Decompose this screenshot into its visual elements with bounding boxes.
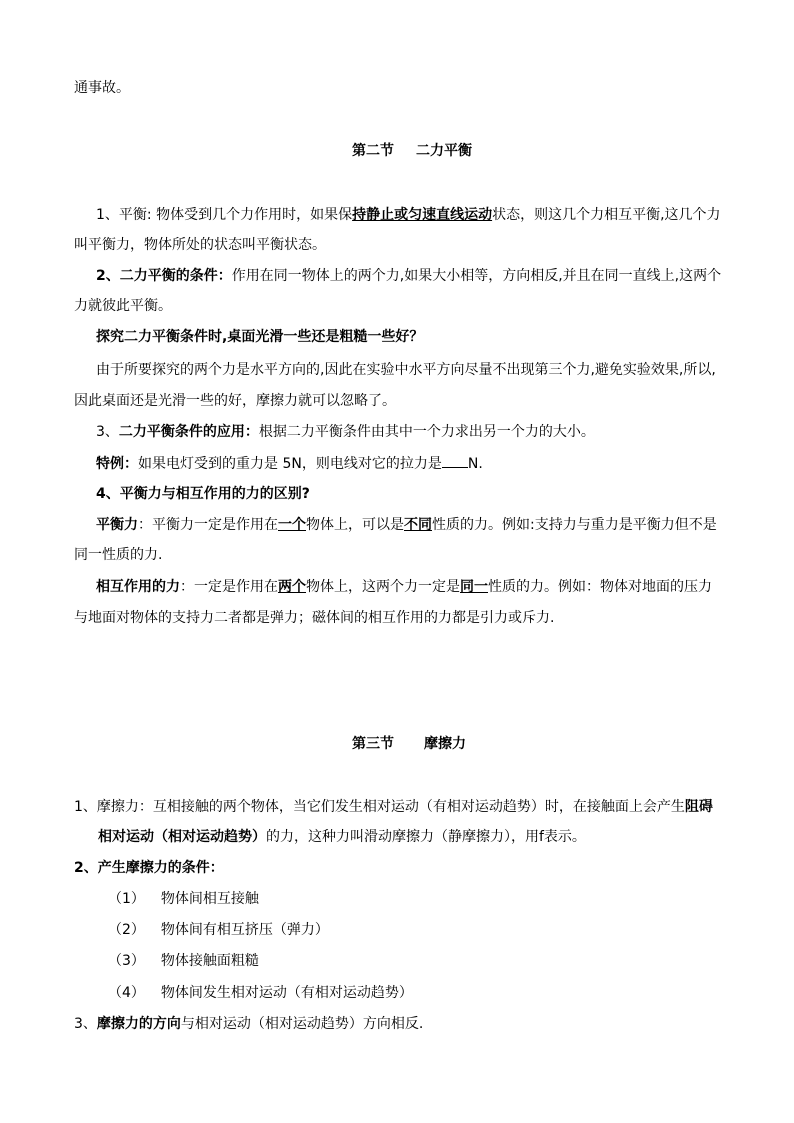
s3-p1-text: 1、摩擦力：互相接触的两个物体，当它们发生相对运动（有相对运动趋势）时，在接触面上会产生 (74, 799, 685, 815)
s2-balance-line2: 同一性质的力. (74, 547, 163, 563)
s2-question-line1: 由于所要探究的两个力是水平方向的,因此在实验中水平方向尽量不出现第三个力,避免实验效果,所以, (96, 362, 716, 378)
condition-item (108, 951, 259, 971)
s3-p1-line2 (98, 827, 586, 847)
s2-mutual-label: 相互作用的力 (96, 579, 180, 595)
s2-example-text: 如果电灯受到的重力是 5N，则电线对它的拉力是 (138, 456, 442, 472)
section3-title-number: 第三节 (352, 736, 394, 752)
condition-text: 物体间发生相对运动（有相对运动趋势） (160, 985, 413, 1001)
condition-number: （3） (108, 953, 145, 969)
fill-in-blank (442, 453, 468, 468)
s3-p2-heading: 2、产生摩擦力的条件： (74, 860, 224, 876)
section2-title-number: 第二节 (352, 143, 394, 159)
s2-mutual-underline-1: 两个 (278, 579, 306, 595)
s2-mutual-text-b: 物体上，这两个力一定是 (306, 579, 460, 595)
s2-mutual-text-c: 性质的力。例如：物体对地面的压力 (488, 579, 712, 595)
s3-p1-text-2: 的力，这种力叫滑动摩擦力（静摩擦力），用f表示。 (266, 829, 586, 845)
s2-balance-text-c: 性质的力。例如:支持力与重力是平衡力但不是 (432, 517, 717, 533)
s2-p1-line2: 叫平衡力，物体所处的状态叫平衡状态。 (74, 237, 326, 253)
condition-text: 物体间相互接触 (160, 891, 259, 907)
s2-p3-num: 3、 (96, 424, 119, 440)
s3-p3-line (74, 1014, 423, 1034)
s2-p2-line2: 力就彼此平衡。 (74, 298, 172, 314)
condition-item (108, 920, 329, 940)
s2-p2-text: 作用在同一物体上的两个力,如果大小相等，方向相反,并且在同一直线上,这两个 (231, 268, 722, 284)
s2-question-heading: 探究二力平衡条件时,桌面光滑一些还是粗糙一些好？ (96, 329, 424, 345)
s2-p1-text-b: 状态，则这几个力相互平衡,这几个力 (492, 207, 721, 223)
intro-tail-text: 通事故。 (74, 80, 130, 96)
s3-p1-bold: 阻碍 (684, 799, 713, 815)
s3-p3-text: 与相对运动（相对运动趋势）方向相反. (180, 1016, 424, 1032)
s2-p2-line1 (96, 266, 721, 286)
s2-mutual-line2: 与地面对物体的支持力二者都是弹力；磁体间的相互作用的力都是引力或斥力. (74, 610, 555, 626)
condition-number: （1） (108, 891, 145, 907)
s3-p3-bold: 摩擦力的方向 (96, 1016, 181, 1032)
s2-example-unit: N. (467, 456, 483, 472)
s2-p3-text: 根据二力平衡条件由其中一个力求出另一个力的大小。 (258, 424, 595, 440)
s2-example-label: 特例： (96, 456, 138, 472)
s2-balance-label: 平衡力 (96, 517, 138, 533)
s2-balance-underline-2: 不同 (404, 517, 432, 533)
s2-mutual-line1 (96, 577, 712, 597)
s3-p1-line1 (74, 797, 713, 817)
s2-mutual-text-a: ：一定是作用在 (180, 579, 278, 595)
s2-balance-line1 (96, 515, 717, 535)
condition-item (108, 983, 413, 1003)
s2-p2-label: 2、二力平衡的条件： (96, 268, 232, 284)
condition-number: （4） (108, 985, 145, 1001)
s2-balance-text-b: 物体上，可以是 (306, 517, 404, 533)
s2-example-line (96, 453, 483, 474)
s3-p1-bold-2: 相对运动（相对运动趋势） (98, 829, 266, 845)
section3-title (352, 734, 466, 754)
s2-balance-underline-1: 一个 (278, 517, 306, 533)
section2-title-name: 二力平衡 (416, 143, 472, 159)
condition-number: （2） (108, 922, 145, 938)
section3-title-name: 摩擦力 (424, 736, 466, 752)
s2-p4-heading: 4、平衡力与相互作用的力的区别? (96, 486, 310, 502)
condition-text: 物体间有相互挤压（弹力） (160, 922, 329, 938)
condition-item (108, 889, 259, 909)
s2-p3-line1 (96, 422, 595, 442)
s2-p1-text-a: 1、平衡: 物体受到几个力作用时，如果保 (96, 207, 353, 223)
s2-p1-underlined: 持静止或匀速直线运动 (352, 207, 493, 223)
section2-title (352, 141, 472, 161)
s2-p3-label: 二力平衡条件的应用： (118, 424, 259, 440)
s3-p3-num: 3、 (74, 1016, 97, 1032)
condition-text: 物体接触面粗糙 (160, 953, 259, 969)
s2-balance-text-a: ：平衡力一定是作用在 (138, 517, 278, 533)
s2-mutual-underline-2: 同一 (460, 579, 488, 595)
s2-p1-line1 (96, 205, 721, 225)
s2-question-line2: 因此桌面还是光滑一些的好，摩擦力就可以忽略了。 (74, 393, 396, 409)
